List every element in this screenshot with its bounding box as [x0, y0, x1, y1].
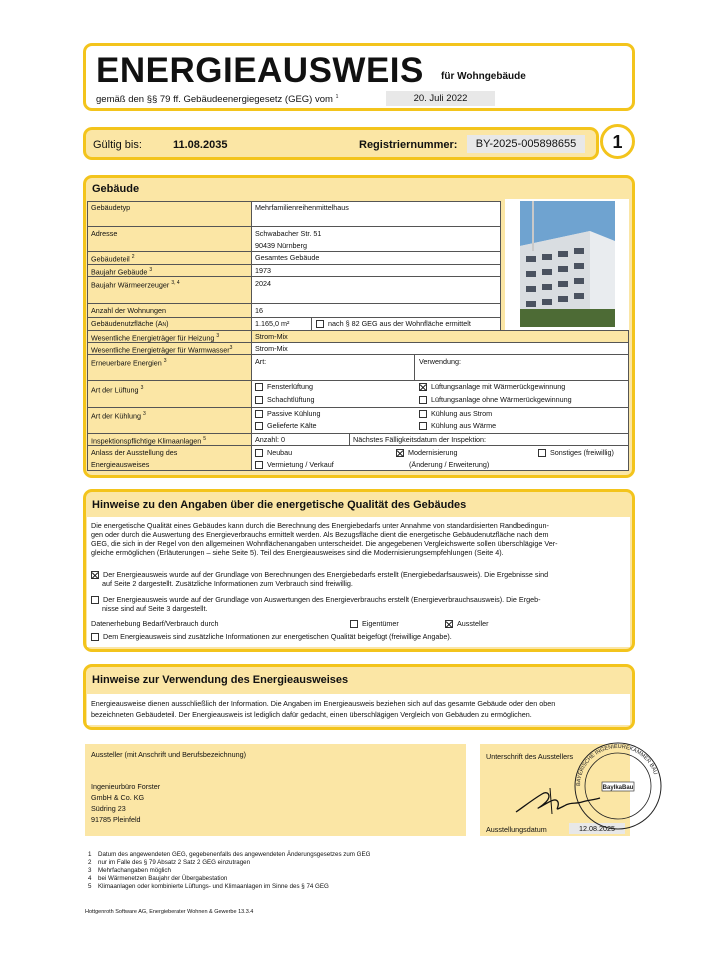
year-label: Baujahr Gebäude $^3$ — [91, 267, 153, 277]
checkbox-icon[interactable] — [255, 461, 263, 469]
renewable-label: Erneuerbare Energien $^3$ — [91, 358, 167, 368]
heating-carrier-value: Strom-Mix — [255, 332, 288, 341]
data-option-issuer[interactable]: Aussteller — [445, 619, 489, 628]
footnote: 5 Klimaanlagen oder kombinierte Lüftungs- und Klimaanlagen im Sinne des § 74 GEG — [88, 883, 329, 890]
checkbox-icon[interactable] — [255, 422, 263, 430]
footnote: 2 nur im Falle des § 79 Absatz 2 Satz 2 GEG einzutragen — [88, 859, 251, 866]
issue-date-value: 12.08.2025 — [569, 823, 625, 834]
issuer-name-2: GmbH & Co. KG — [91, 793, 145, 802]
stamp-center-text: BayIkaBau — [602, 785, 634, 791]
quality-notes-title: Hinweise zu den Angaben über die energetische Qualität des Gebäudes — [92, 499, 467, 511]
water-carrier-label: Wesentliche Energieträger für Warmwasser$^3$ — [91, 345, 233, 355]
checkbox-icon[interactable] — [255, 449, 263, 457]
cool-option-electric[interactable]: Kühlung aus Strom — [419, 409, 492, 418]
page-number-badge: 1 — [600, 124, 635, 159]
type-label: Gebäudetyp — [91, 203, 131, 212]
footnote: 1 Datum des angewendeten GEG, gegebenenfalls des angewendeten Änderungsgesetzes zum GEG — [88, 851, 371, 858]
area-value: 1.165,0 m² — [255, 319, 290, 328]
option-demand-certificate[interactable]: Der Energieausweis wurde auf der Grundlage von Berechnungen des Energiebedarfs erstellt (Energiebedarfsausweis). Die Ergebnisse sind auf Seite 2 dargestellt. Zusätzliche Informationen zum Verbrauch sind freiwillig. — [91, 570, 627, 588]
cool-option-heat[interactable]: Kühlung aus Wärme — [419, 421, 496, 430]
vent-option-recovery[interactable]: Lüftungsanlage mit Wärmerückgewinnung — [419, 382, 565, 391]
signature-scribble — [512, 784, 602, 818]
cool-option-passive[interactable]: Passive Kühlung — [255, 409, 321, 418]
heater-value: 2024 — [255, 279, 271, 288]
area-label: Gebäudenutzfläche (AN) — [91, 319, 169, 328]
checkbox-icon[interactable] — [419, 422, 427, 430]
vent-option-window[interactable]: Fensterlüftung — [255, 382, 313, 391]
usage-notes-title: Hinweise zur Verwendung des Energieausweises — [92, 674, 349, 686]
validity-bar — [83, 127, 599, 160]
valid-label: Gültig bis: — [93, 139, 142, 151]
checkbox-icon[interactable] — [316, 320, 324, 328]
vent-option-no-recovery[interactable]: Lüftungsanlage ohne Wärmerückgewinnung — [419, 395, 572, 404]
year-value: 1973 — [255, 266, 271, 275]
ac-count: Anzahl: 0 — [255, 435, 285, 444]
checkbox-icon[interactable] — [255, 410, 263, 418]
renewable-use: Verwendung: — [419, 357, 461, 366]
registration-value: BY-2025-005898655 — [467, 135, 585, 153]
checkbox-checked-icon[interactable] — [445, 620, 453, 628]
issuer-label: Aussteller (mit Anschrift und Berufsbezeichnung) — [91, 750, 247, 759]
quality-paragraph: Die energetische Qualität eines Gebäudes kann durch die Berechnung des Energiebedarfs unter Annahme von standardisierten Randbedingun- gen oder durch die Auswertung des Energieverbrauchs ermittelt werden. Als Bezugsfläche dient die energetische Gebäudenutzfläche nach dem GEG, die sich in der Regel von den allgemeinen Wohnflächenangaben unterscheidet. Die angegebenen Vergleichswerte sollen überschlägige Ver- gleiche ermöglichen (Erläuterungen – siehe Seite 5). Teil des Energieausweises sind die Modernisierungsempfehlungen (Seite 4). — [91, 521, 558, 557]
issuer-box — [85, 744, 466, 836]
address-line1: Schwabacher Str. 51 — [255, 229, 322, 238]
checkbox-checked-icon[interactable] — [396, 449, 404, 457]
document-subtitle: für Wohngebäude — [441, 71, 526, 82]
reason-option-modernization-sub: (Änderung / Erweiterung) — [409, 460, 490, 469]
usage-notes-body: Energieausweise dienen ausschließlich der Information. Die Angaben im Energieausweis beziehen sich auf das gesamte Gebäude oder den oben bezeichneten Gebäudeteil. Der Energieausweis ist lediglich dafür gedacht, einen überschlägigen Vergleich von Gebäuden zu ermöglichen. — [87, 694, 630, 725]
law-date: 20. Juli 2022 — [386, 91, 495, 106]
checkbox-checked-icon[interactable] — [91, 571, 99, 579]
ventilation-label: Art der Lüftung $^3$ — [91, 385, 144, 395]
ac-next-inspection: Nächstes Fälligkeitsdatum der Inspektion: — [353, 435, 487, 444]
quality-notes-body — [87, 517, 630, 647]
type-value: Mehrfamilienreihenmittelhaus — [255, 203, 349, 212]
footnotes — [88, 851, 488, 891]
checkbox-icon[interactable] — [419, 396, 427, 404]
reason-option-new[interactable]: Neubau — [255, 448, 292, 457]
issue-date-label: Ausstellungsdatum — [486, 825, 547, 834]
reason-option-rent[interactable]: Vermietung / Verkauf — [255, 460, 334, 469]
checkbox-icon[interactable] — [419, 410, 427, 418]
checkbox-icon[interactable] — [255, 396, 263, 404]
checkbox-icon[interactable] — [91, 596, 99, 604]
issuer-street: Südring 23 — [91, 804, 126, 813]
reason-label-1: Anlass der Ausstellung des — [91, 448, 178, 457]
issuer-city: 91785 Pleinfeld — [91, 815, 141, 824]
renewable-kind: Art: — [255, 357, 267, 366]
vent-option-shaft[interactable]: Schachtlüftung — [255, 395, 315, 404]
reason-label-2: Energieausweises — [91, 460, 150, 469]
part-value: Gesamtes Gebäude — [255, 253, 320, 262]
heating-carrier-label: Wesentliche Energieträger für Heizung $^3$ — [91, 333, 220, 343]
checkbox-icon[interactable] — [255, 383, 263, 391]
reason-option-other[interactable]: Sonstiges (freiwillig) — [538, 448, 614, 457]
cool-option-delivered[interactable]: Gelieferte Kälte — [255, 421, 317, 430]
checkbox-checked-icon[interactable] — [419, 383, 427, 391]
svg-text:BAYERISCHE INGENIEUREKAMMER BA — [576, 744, 658, 786]
document-title: ENERGIEAUSWEIS — [96, 51, 424, 90]
stamp-ring-text: BAYERISCHE INGENIEUREKAMMER BAU — [575, 743, 659, 787]
building-photo — [520, 201, 615, 327]
ac-label: Inspektionspflichtige Klimaanlagen $^5$ — [91, 436, 207, 446]
option-additional-info[interactable]: Dem Energieausweis sind zusätzliche Informationen zur energetischen Qualität beigefügt (freiwillige Angabe). — [91, 632, 452, 641]
address-label: Adresse — [91, 229, 118, 238]
valid-value: 11.08.2035 — [173, 139, 228, 151]
software-credit: Hottgenroth Software AG, Energieberater Wohnen & Gewerbe 13.3.4 — [85, 909, 254, 915]
area-note: nach § 82 GEG aus der Wohnfläche ermittelt — [316, 319, 471, 328]
units-label: Anzahl der Wohnungen — [91, 306, 166, 315]
footnote: 3 Mehrfachangaben möglich — [88, 867, 171, 874]
heater-label: Baujahr Wärmeerzeuger $^{3, 4}$ — [91, 280, 180, 290]
footnote: 4 bei Wärmenetzen Baujahr der Übergabestation — [88, 875, 228, 882]
cooling-label: Art der Kühlung $^3$ — [91, 411, 146, 421]
building-section-title: Gebäude — [92, 183, 140, 195]
units-value: 16 — [255, 306, 263, 315]
checkbox-icon[interactable] — [350, 620, 358, 628]
address-line2: 90439 Nürnberg — [255, 241, 307, 250]
registration-label: Registriernummer: — [359, 139, 458, 151]
checkbox-icon[interactable] — [538, 449, 546, 457]
water-carrier-value: Strom-Mix — [255, 344, 288, 353]
reason-option-modernization[interactable]: Modernisierung — [396, 448, 458, 457]
option-consumption-certificate[interactable]: Der Energieausweis wurde auf der Grundlage von Auswertungen des Energieverbrauchs erstellt (Energieverbrauchsausweis). Die Ergeb- nisse sind auf Seite 3 dargestellt. — [91, 595, 627, 613]
part-label: Gebäudeteil $^2$ — [91, 254, 135, 264]
checkbox-icon[interactable] — [91, 633, 99, 641]
header-box — [83, 43, 635, 111]
law-reference: gemäß den §§ 79 ff. Gebäudeenergiegesetz (GEG) vom $^1$ — [96, 94, 339, 106]
data-collection-label: Datenerhebung Bedarf/Verbrauch durch — [91, 619, 219, 628]
data-option-owner[interactable]: Eigentümer — [350, 619, 399, 628]
issuer-name-1: Ingenieurbüro Forster — [91, 782, 161, 791]
signature-label: Unterschrift des Ausstellers — [486, 752, 574, 761]
